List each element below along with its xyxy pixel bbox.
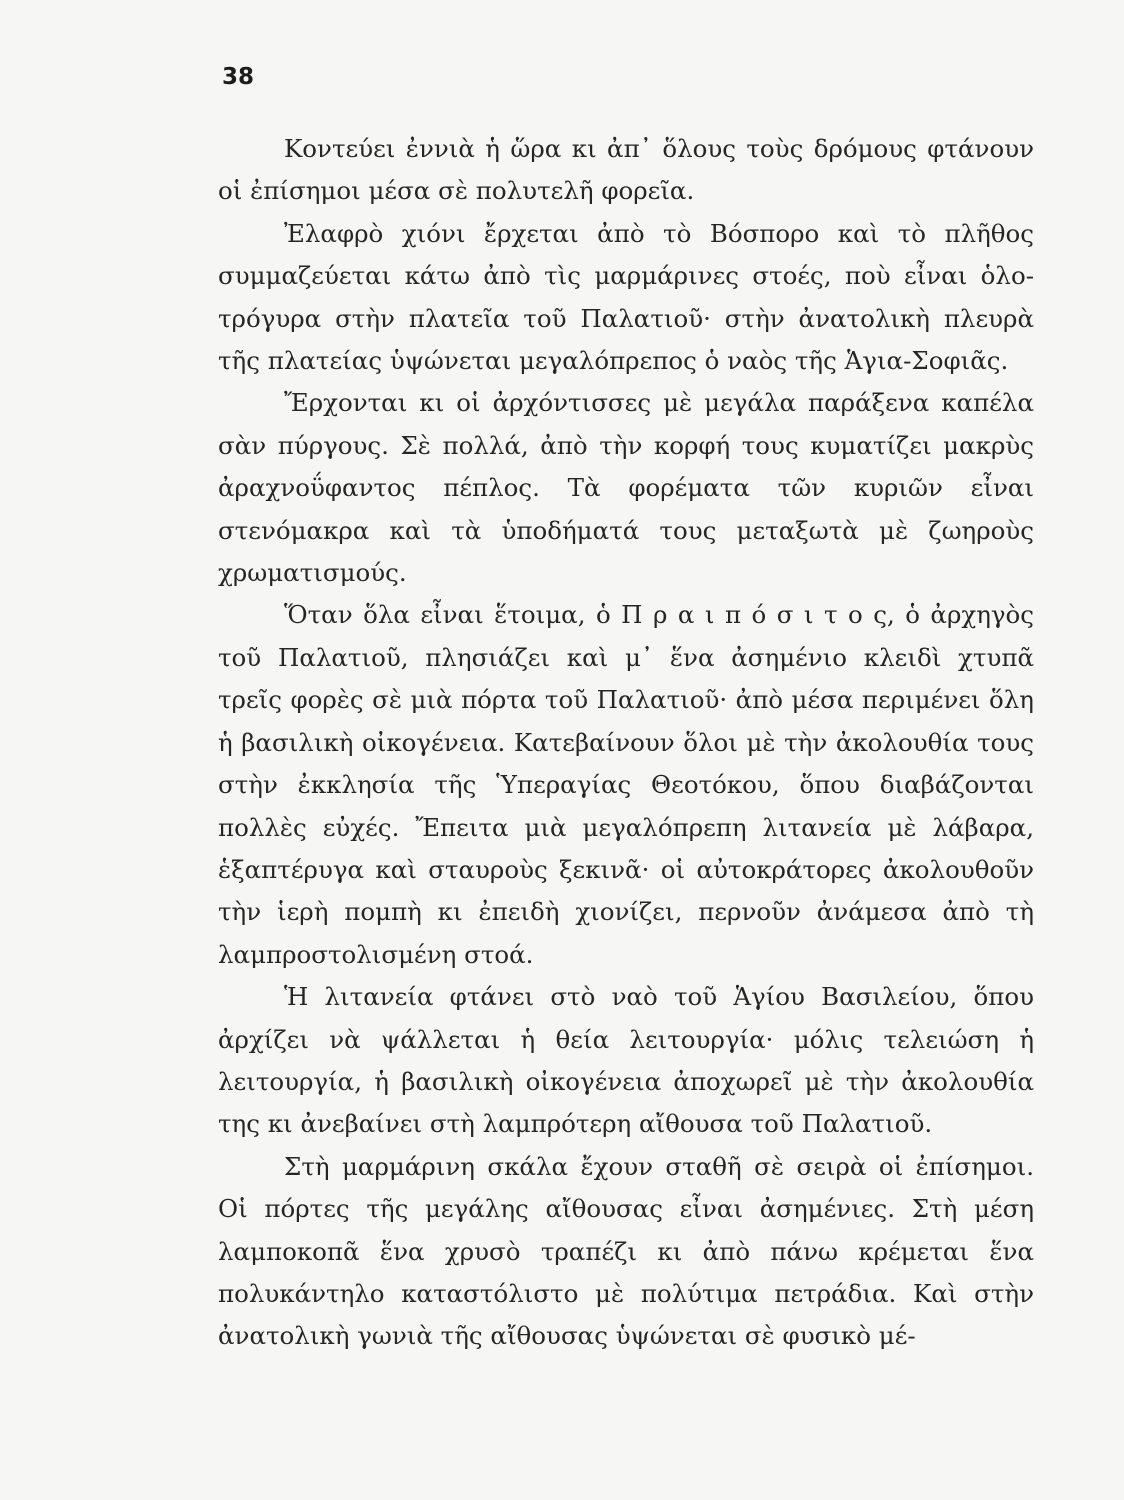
- paragraph: Ἔρχονται κι οἱ ἀρχόντισσες μὲ μεγάλα παράξενα καπέλα σὰν πύργους. Σὲ πολλά, ἀπὸ τὴν κορφή τους κυματίζει μακρὺς ἀραχνοΰφαντος πέπλος. Τὰ φορέματα τῶν κυριῶν εἶναι στενόμακρα καὶ τὰ ὑποδήματά τους μεταξωτὰ μὲ ζωηροὺς χρωματισμούς.: [218, 388, 1034, 588]
- page-number: 38: [222, 64, 255, 90]
- body-text: [218, 128, 1034, 1358]
- paragraph: Στὴ μαρμάρινη σκάλα ἔχουν σταθῆ σὲ σειρὰ οἱ ἐπίσημοι. Οἱ πόρτες τῆς μεγάλης αἴθουσας εἶναι ἀσημένιες. Στὴ μέση λαμποκοπᾶ ἕνα χρυσὸ τραπέζι κι ἀπὸ πάνω κρέμεται ἕνα πολυκάντηλο καταστόλιστο μὲ πολύτιμα πετράδια. Καὶ στὴν ἀνατολικὴ γωνιὰ τῆς αἴθουσας ὑψώνεται σὲ φυσικὸ μέ-: [218, 1151, 1034, 1351]
- paragraph: Ὅταν ὅλα εἶναι ἕτοιμα, ὁ Π ρ α ι π ό σ ι τ ο ς, ὁ ἀρχηγὸς τοῦ Παλατιοῦ, πλησιάζει καὶ μ᾽ ἕνα ἀσημένιο κλειδὶ χτυπᾶ τρεῖς φορὲς σὲ μιὰ πόρτα τοῦ Παλατιοῦ· ἀπὸ μέσα περιμένει ὅλη ἡ βασιλικὴ οἰκογένεια. Κατεβαίνουν ὅλοι μὲ τὴν ἀκολουθία τους στὴν ἐκκλησία τῆς Ὑπεραγίας Θεοτόκου, ὅπου διαβάζονται πολλὲς εὐχές. Ἔπειτα μιὰ μεγαλόπρεπη λιτανεία μὲ λάβαρα, ἑξαπτέρυγα καὶ σταυροὺς ξεκινᾶ· οἱ αὐτοκράτορες ἀκολουθοῦν τὴν ἱερὴ πομπὴ κι ἐπειδὴ χιονίζει, περνοῦν ἀνάμεσα ἀπὸ τὴ λαμπροστολισμένη στοά.: [218, 600, 1034, 969]
- paragraph: Κοντεύει ἐννιὰ ἡ ὥρα κι ἀπ᾽ ὅλους τοὺς δρόμους φτάνουν οἱ ἐπίσημοι μέσα σὲ πολυτελῆ φορεῖα.: [218, 134, 1034, 206]
- paragraph: Ἐλαφρὸ χιόνι ἔρχεται ἀπὸ τὸ Βόσπορο καὶ τὸ πλῆθος συμμαζεύεται κάτω ἀπὸ τὶς μαρμάρινες στοές, ποὺ εἶναι ὁλοτρόγυρα στὴν πλατεῖα τοῦ Παλατιοῦ· στὴν ἀνατολικὴ πλευρὰ τῆς πλατείας ὑψώνεται μεγαλόπρεπος ὁ ναὸς τῆς Ἁγια-Σοφιᾶς.: [218, 218, 1034, 376]
- paragraph: Ἡ λιτανεία φτάνει στὸ ναὸ τοῦ Ἁγίου Βασιλείου, ὅπου ἀρχίζει νὰ ψάλλεται ἡ θεία λειτουργία· μόλις τελειώση ἡ λειτουργία, ἡ βασιλικὴ οἰκογένεια ἀποχωρεῖ μὲ τὴν ἀκολουθία της κι ἀνεβαίνει στὴ λαμπρότερη αἴθουσα τοῦ Παλατιοῦ.: [218, 982, 1034, 1139]
